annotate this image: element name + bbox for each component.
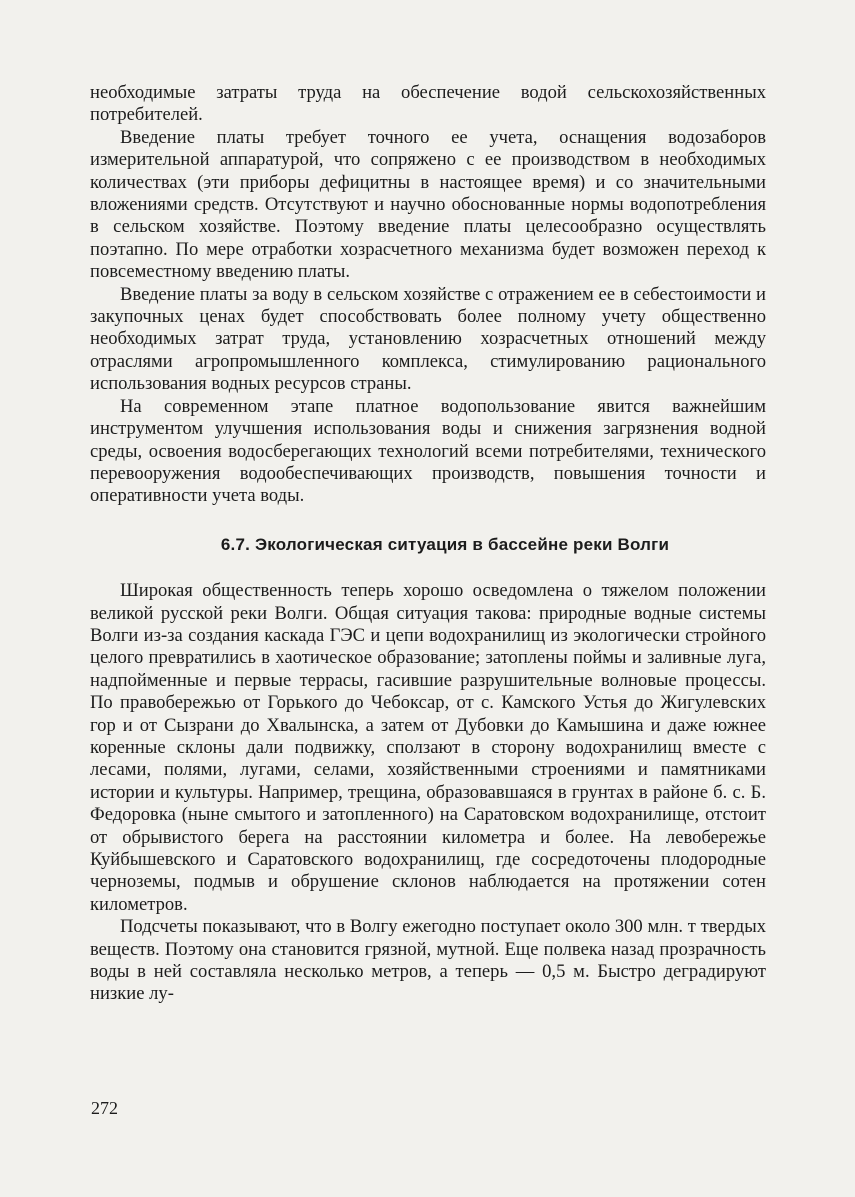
paragraph-4: На современном этапе платное водопользование явится важнейшим инструментом улучшения использования воды и снижения загрязнения водной среды, освоения водосберегающих технологий всеми потребителями, технического перевооружения водообеспечивающих производств, повышения точности и оперативности учета воды. [90, 395, 766, 507]
paragraph-3: Введение платы за воду в сельском хозяйстве с отражением ее в себестоимости и закупочных ценах будет способствовать более полному учету общественно необходимых затрат труда, установлению хозрасчетных отношений между отраслями агропромышленного комплекса, стимулированию рационального использования водных ресурсов страны. [90, 283, 766, 395]
paragraph-1: необходимые затраты труда на обеспечение водой сельскохозяйственных потребителей. [90, 82, 766, 126]
page-number: 272 [91, 1098, 118, 1118]
section-heading: 6.7. Экологическая ситуация в бассейне реки Волги [220, 534, 670, 554]
paragraph-5: Широкая общественность теперь хорошо осведомлена о тяжелом положении великой русской реки Волги. Общая ситуация такова: природные водные системы Волги из-за создания каскада ГЭС и цепи водохранилищ из экологически стройного целого превратились в хаотическое образование; затоплены поймы и заливные луга, надпойменные и первые террасы, гасившие разрушительные волновые процессы. По правобережью от Горького до Чебоксар, от с. Камского Устья до Жигулевских гор и от Сызрани до Хвалынска, а затем от Дубовки до Камышина и даже южнее коренные склоны дали подвижку, сползают в сторону водохранилищ вместе с лесами, полями, лугами, селами, хозяйственными строениями и памятниками истории и культуры. Например, трещина, образовавшаяся в грунтах в районе б. с. Б. Федоровка (ныне смытого и затопленного) на Саратовском водохранилище, отстоит от обрывистого берега на расстоянии километра и более. На левобережье Куйбышевского и Саратовского водохранилищ, где сосредоточены плодородные черноземы, подмыв и обрушение склонов наблюдается на протяжении сотен километров. [90, 580, 766, 915]
page-text [90, 82, 766, 1006]
paragraph-2: Введение платы требует точного ее учета, оснащения водозаборов измерительной аппаратурой, что сопряжено с ее производством в необходимых количествах (эти приборы дефицитны в настоящее время) и со значительными вложениями средств. Отсутствуют и научно обоснованные нормы водопотребления в сельском хозяйстве. Поэтому введение платы целесообразно осуществлять поэтапно. По мере отработки хозрасчетного механизма будет возможен переход к повсеместному введению платы. [90, 126, 766, 283]
paragraph-6: Подсчеты показывают, что в Волгу ежегодно поступает около 300 млн. т твердых веществ. Поэтому она становится грязной, мутной. Еще полвека назад прозрачность воды в ней составляла несколько метров, а теперь — 0,5 м. Быстро деградируют низкие лу- [90, 916, 766, 1005]
